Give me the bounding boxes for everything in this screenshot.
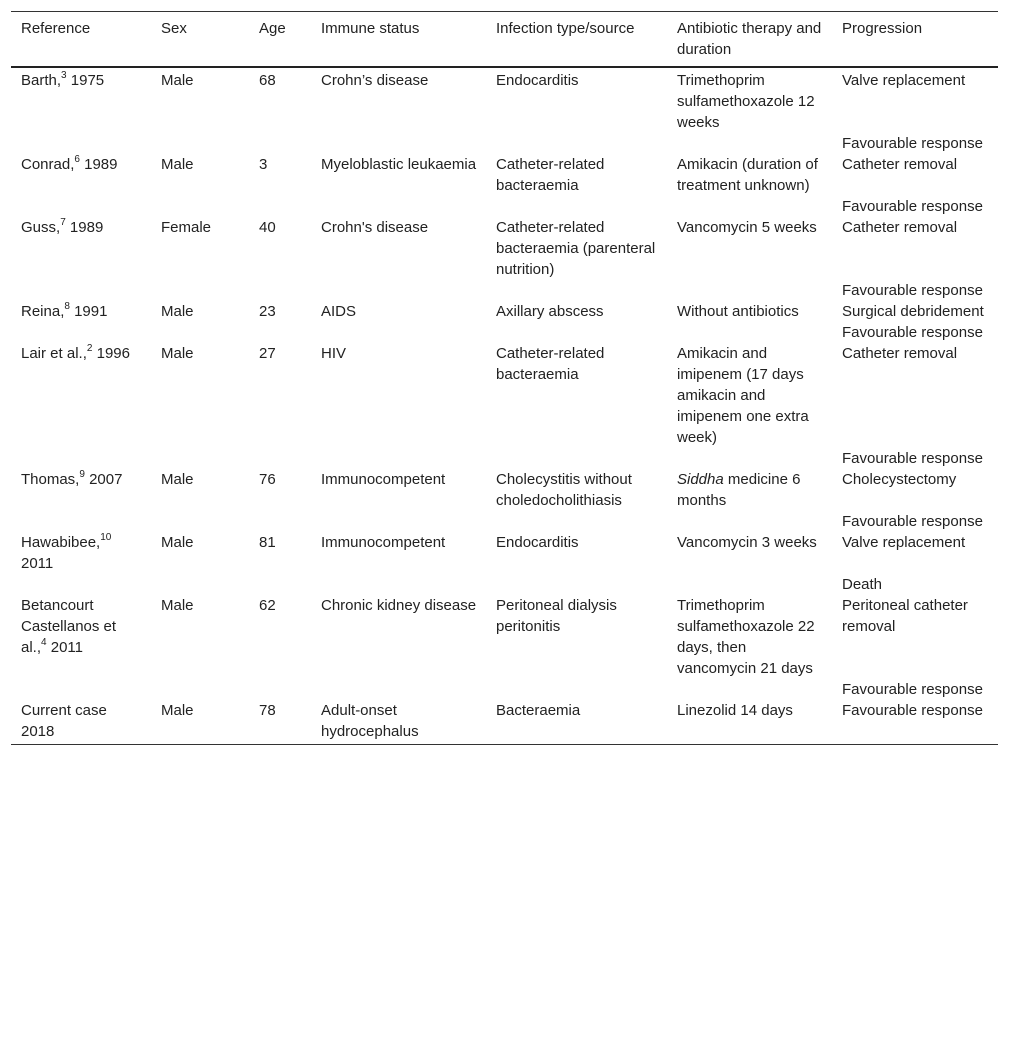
cell-progression: Favourable response [842, 513, 983, 530]
cell-progression: Valve replacement [842, 534, 966, 551]
cell-infection: Catheter-related bacteraemia [496, 156, 605, 194]
cell-progression: Favourable response [842, 702, 983, 719]
cell-therapy [667, 196, 832, 217]
cell-age: 3 [259, 156, 268, 173]
cell-therapy: Without antibiotics [677, 303, 799, 320]
cell-age: 27 [259, 345, 276, 362]
cell-immune-status [311, 322, 486, 343]
cell-infection [486, 322, 667, 343]
cell-age: 68 [259, 72, 276, 89]
header-immune-status: Immune status [321, 20, 420, 37]
cell-sex: Male [161, 597, 194, 614]
cell-infection: Endocarditis [496, 72, 579, 89]
table-row [11, 196, 998, 217]
cell-immune-status: Chronic kidney disease [321, 597, 477, 614]
cell-sex: Male [161, 702, 194, 719]
reference-citation: 10 [100, 532, 112, 543]
cell-age [249, 322, 311, 343]
cell-immune-status: Crohn’s disease [321, 72, 429, 89]
cell-infection [486, 574, 667, 595]
cell-progression: Favourable response [842, 324, 983, 341]
table-row [11, 448, 998, 469]
cell-progression: Peritoneal catheter removal [842, 597, 968, 635]
cell-sex: Male [161, 72, 194, 89]
cell-age: 81 [259, 534, 276, 551]
cell-sex [151, 196, 249, 217]
cell-progression: Favourable response [842, 135, 983, 152]
cell-therapy [667, 679, 832, 700]
cell-immune-status: Adult-onset hydrocephalus [321, 702, 419, 740]
cell-sex: Male [161, 303, 194, 320]
reference-citation: 2 [86, 343, 93, 354]
cell-therapy [667, 322, 832, 343]
cell-age: 40 [259, 219, 276, 236]
cell-infection [486, 133, 667, 154]
cell-progression: Favourable response [842, 198, 983, 215]
cell-reference: Hawabibee,$^{10}$ 2011 [21, 532, 112, 572]
table-row [11, 532, 998, 574]
cell-sex: Female [161, 219, 212, 236]
cell-therapy: Siddha medicine 6 months [677, 471, 801, 509]
cell-sex [151, 679, 249, 700]
table-row [11, 67, 998, 133]
cell-progression: Favourable response [842, 681, 983, 698]
cell-immune-status [311, 574, 486, 595]
header-antibiotic-therapy: Antibiotic therapy and duration [677, 20, 822, 58]
reference-citation: 9 [79, 469, 85, 480]
cell-reference [11, 511, 151, 532]
cell-progression: Valve replacement [842, 72, 966, 89]
table-row [11, 679, 998, 700]
cell-therapy [667, 511, 832, 532]
cell-therapy [667, 574, 832, 595]
cell-sex [151, 448, 249, 469]
reference-citation: 6 [74, 154, 80, 165]
cell-progression: Cholecystectomy [842, 471, 957, 488]
cell-reference [11, 280, 151, 301]
cell-reference: Guss,$^7$ 1989 [21, 217, 104, 236]
therapy-italic: Siddha [677, 471, 724, 488]
cell-progression: Catheter removal [842, 156, 958, 173]
header-row [11, 12, 998, 68]
cell-infection: Peritoneal dialysis peritonitis [496, 597, 617, 635]
table-row [11, 574, 998, 595]
header-reference: Reference [21, 20, 91, 37]
cell-reference: Lair et al.,$^2$ 1996 [21, 343, 130, 362]
cell-reference: Current case 2018 [21, 702, 107, 740]
cell-reference: Conrad,$^6$ 1989 [21, 154, 118, 173]
cell-immune-status: Myeloblastic leukaemia [321, 156, 477, 173]
cell-sex [151, 574, 249, 595]
cell-age [249, 574, 311, 595]
cell-progression: Catheter removal [842, 219, 958, 236]
cell-infection [486, 679, 667, 700]
cell-therapy: Amikacin and imipenem (17 days amikacin and imipenem one extra week) [677, 345, 809, 446]
reference-citation: 7 [60, 217, 66, 228]
cell-immune-status [311, 196, 486, 217]
cell-therapy: Trimethoprim sulfamethoxazole 12 weeks [677, 72, 815, 131]
cell-age: 62 [259, 597, 276, 614]
cell-reference [11, 322, 151, 343]
cell-immune-status [311, 679, 486, 700]
cell-age: 76 [259, 471, 276, 488]
cell-sex: Male [161, 534, 194, 551]
cell-therapy: Linezolid 14 days [677, 702, 793, 719]
cell-immune-status: HIV [321, 345, 347, 362]
case-table [11, 11, 998, 745]
cell-infection [486, 196, 667, 217]
table-row [11, 511, 998, 532]
cell-infection [486, 511, 667, 532]
cell-therapy: Amikacin (duration of treatment unknown) [677, 156, 818, 194]
table-row [11, 700, 998, 745]
table-row [11, 595, 998, 679]
table-row [11, 154, 998, 196]
header-age: Age [259, 20, 286, 37]
cell-infection: Catheter-related bacteraemia [496, 345, 605, 383]
table-row [11, 280, 998, 301]
cell-reference [11, 196, 151, 217]
cell-age [249, 448, 311, 469]
cell-infection: Axillary abscess [496, 303, 604, 320]
cell-therapy [667, 133, 832, 154]
cell-age: 23 [259, 303, 276, 320]
cell-age [249, 679, 311, 700]
table-row [11, 322, 998, 343]
cell-infection: Cholecystitis without choledocholithiasis [496, 471, 632, 509]
cell-progression: Favourable response [842, 282, 983, 299]
cell-sex: Male [161, 345, 194, 362]
cell-infection: Endocarditis [496, 534, 579, 551]
cell-reference: Barth,$^3$ 1975 [21, 70, 105, 89]
cell-immune-status [311, 448, 486, 469]
cell-therapy [667, 280, 832, 301]
header-infection-type: Infection type/source [496, 20, 635, 37]
cell-sex [151, 133, 249, 154]
cell-progression: Surgical debridement [842, 303, 984, 320]
table-body [11, 67, 998, 745]
reference-citation: 4 [41, 637, 47, 648]
cell-reference [11, 133, 151, 154]
cell-immune-status [311, 280, 486, 301]
cell-age [249, 511, 311, 532]
cell-immune-status [311, 511, 486, 532]
table-row [11, 343, 998, 448]
header-progression: Progression [842, 20, 923, 37]
reference-citation: 3 [61, 70, 67, 81]
reference-citation: 8 [64, 301, 70, 312]
cell-immune-status [311, 133, 486, 154]
cell-sex [151, 322, 249, 343]
cell-immune-status: Immunocompetent [321, 534, 446, 551]
cell-therapy [667, 448, 832, 469]
cell-age: 78 [259, 702, 276, 719]
cell-progression: Death [842, 576, 883, 593]
cell-reference: Reina,$^8$ 1991 [21, 301, 108, 320]
header-sex: Sex [161, 20, 187, 37]
cell-therapy: Vancomycin 5 weeks [677, 219, 817, 236]
cell-age [249, 133, 311, 154]
cell-reference [11, 679, 151, 700]
table-row [11, 469, 998, 511]
table-row [11, 217, 998, 280]
cell-sex: Male [161, 471, 194, 488]
cell-immune-status: Immunocompetent [321, 471, 446, 488]
cell-progression: Catheter removal [842, 345, 958, 362]
cell-infection [486, 448, 667, 469]
cell-immune-status: AIDS [321, 303, 357, 320]
cell-age [249, 280, 311, 301]
cell-sex [151, 511, 249, 532]
cell-therapy: Trimethoprim sulfamethoxazole 22 days, then vancomycin 21 days [677, 597, 815, 677]
cell-reference [11, 448, 151, 469]
cell-reference [11, 574, 151, 595]
table-row [11, 133, 998, 154]
cell-age [249, 196, 311, 217]
cell-infection: Bacteraemia [496, 702, 581, 719]
cell-reference: Thomas,$^9$ 2007 [21, 469, 123, 488]
table-row [11, 301, 998, 322]
cell-sex: Male [161, 156, 194, 173]
cell-infection: Catheter-related bacteraemia (parenteral nutrition) [496, 219, 656, 278]
cell-reference: Betancourt Castellanos et al.,$^4$ 2011 [21, 597, 117, 656]
cell-sex [151, 280, 249, 301]
cell-progression: Favourable response [842, 450, 983, 467]
cell-immune-status: Crohn's disease [321, 219, 429, 236]
table-header [11, 12, 998, 68]
cell-infection [486, 280, 667, 301]
cell-therapy: Vancomycin 3 weeks [677, 534, 817, 551]
